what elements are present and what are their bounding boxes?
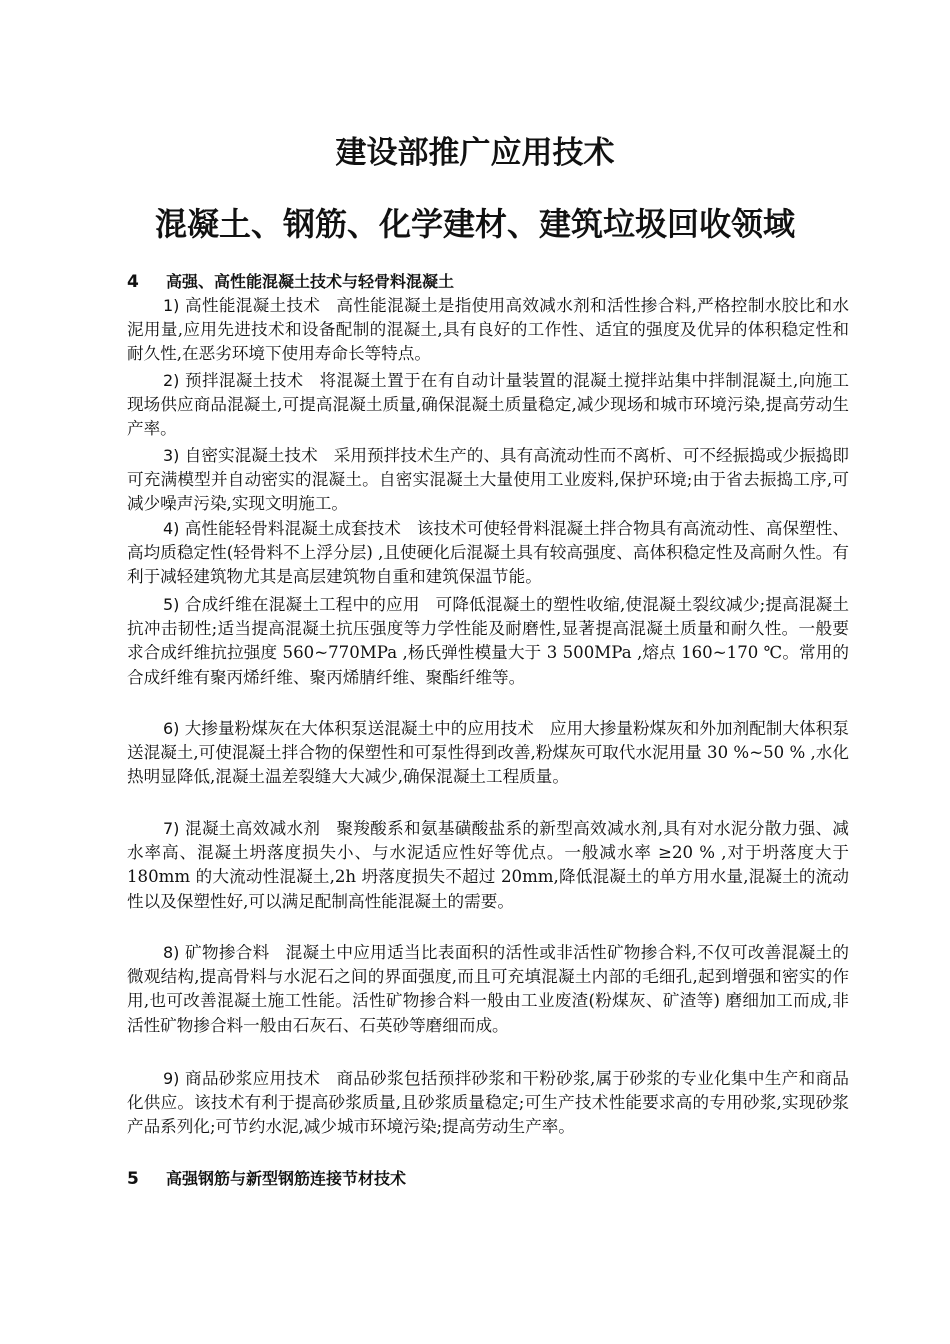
- technology-item-9: [127, 1067, 849, 1140]
- item-description: 采用预拌技术生产的、具有高流动性而不离析、可不经振捣或少振捣即可充满模型并自动密实的混凝土。自密实混凝土大量使用工业废料,保护环境;由于省去振捣工序,可减少噪声污染,实现文明施工。: [127, 446, 850, 514]
- technology-item-7: [127, 817, 849, 914]
- section-heading-5: [127, 1167, 847, 1191]
- document-title: 建设部推广应用技术: [335, 135, 615, 171]
- item-number: 8): [163, 943, 180, 962]
- item-description: 该技术可使轻骨料混凝土拌合物具有高流动性、高保塑性、高均质稳定性(轻骨料不上浮分层) ,且使硬化后混凝土具有较高强度、高体积稳定性及高耐久性。有利于减轻建筑物尤其是高层建筑物自重和建筑保温节能。: [127, 519, 850, 587]
- item-number: 7): [163, 819, 180, 838]
- technology-item-2: [127, 369, 849, 442]
- section-number: 4: [127, 272, 139, 292]
- section-heading-4: [127, 270, 847, 294]
- item-title: 预拌混凝土技术: [185, 371, 304, 390]
- technology-item-4: [127, 517, 849, 590]
- item-number: 3): [163, 446, 180, 465]
- item-title: 矿物掺合料: [185, 943, 270, 962]
- item-title: 商品砂浆应用技术: [185, 1069, 321, 1088]
- item-title: 高性能轻骨料混凝土成套技术: [184, 519, 401, 538]
- item-number: 5): [163, 595, 180, 614]
- item-title: 合成纤维在混凝土工程中的应用: [184, 595, 420, 614]
- item-title: 大掺量粉煤灰在大体积泵送混凝土中的应用技术: [184, 719, 534, 738]
- item-description: 高性能混凝土是指使用高效减水剂和活性掺合料,严格控制水胶比和水泥用量,应用先进技术和设备配制的混凝土,具有良好的工作性、适宜的强度及优异的体积稳定性和耐久性,在恶劣环境下使用寿命长等特点。: [127, 296, 850, 364]
- item-number: 2): [163, 371, 180, 390]
- item-description: 可降低混凝土的塑性收缩,使混凝土裂纹减少;提高混凝土抗冲击韧性;适当提高混凝土抗压强度等力学性能及耐磨性,显著提高混凝土质量和耐久性。一般要求合成纤维抗拉强度 560~770MPa ,杨氏弹性模量大于 3 500MPa ,熔点 160~170 ℃。常用的合成纤维有聚丙烯纤维、聚丙烯腈纤维、聚酯纤维等。: [127, 595, 849, 687]
- item-number: 1): [163, 296, 180, 315]
- item-description: 商品砂浆包括预拌砂浆和干粉砂浆,属于砂浆的专业化集中生产和商品化供应。该技术有利于提高砂浆质量,且砂浆质量稳定;可生产技术性能要求高的专用砂浆,实现砂浆产品系列化;可节约水泥,减少城市环境污染;提高劳动生产率。: [127, 1069, 850, 1137]
- technology-item-3: [127, 444, 849, 517]
- item-number: 6): [163, 719, 180, 738]
- technology-item-6: [127, 717, 849, 790]
- item-title: 高性能混凝土技术: [185, 296, 321, 315]
- technology-item-8: [127, 941, 849, 1038]
- document-subtitle: 混凝土、钢筋、化学建材、建筑垃圾回收领域: [154, 205, 795, 243]
- item-number: 9): [163, 1069, 180, 1088]
- section-number: 5: [127, 1169, 139, 1189]
- item-description: 聚羧酸系和氨基磺酸盐系的新型高效减水剂,具有对水泥分散力强、减水率高、混凝土坍落度损失小、与水泥适应性好等优点。一般减水率 ≥20 % ,对于坍落度大于 180mm 的大流动性混凝土,2h 坍落度损失不超过 20mm,降低混凝土的单方用水量,混凝土的流动性以及保塑性好,可以满足配制高性能混凝土的需要。: [127, 819, 850, 911]
- item-description: 应用大掺量粉煤灰和外加剂配制大体积泵送混凝土,可使混凝土拌合物的保塑性和可泵性得到改善,粉煤灰可取代水泥用量 30 %~50 % ,水化热明显降低,混凝土温差裂缝大大减少,确保混凝土工程质量。: [127, 719, 850, 787]
- item-title: 自密实混凝土技术: [184, 446, 318, 465]
- item-number: 4): [163, 519, 180, 538]
- technology-item-1: [127, 294, 849, 367]
- section-title: 高强钢筋与新型钢筋连接节材技术: [166, 1169, 407, 1188]
- item-title: 混凝土高效减水剂: [185, 819, 321, 838]
- item-description: 将混凝土置于在有自动计量装置的混凝土搅拌站集中拌制混凝土,向施工现场供应商品混凝土,可提高混凝土质量,确保混凝土质量稳定,减少现场和城市环境污染,提高劳动生产率。: [127, 371, 850, 439]
- item-description: 混凝土中应用适当比表面积的活性或非活性矿物掺合料,不仅可改善混凝土的微观结构,提高骨料与水泥石之间的界面强度,而且可充填混凝土内部的毛细孔,起到增强和密实的作用,也可改善混凝土施工性能。活性矿物掺合料一般由工业废渣(粉煤灰、矿渣等) 磨细加工而成,非活性矿物掺合料一般由石灰石、石英砂等磨细而成。: [127, 943, 850, 1035]
- technology-item-5: [127, 593, 849, 690]
- section-title: 高强、高性能混凝土技术与轻骨料混凝土: [166, 272, 455, 291]
